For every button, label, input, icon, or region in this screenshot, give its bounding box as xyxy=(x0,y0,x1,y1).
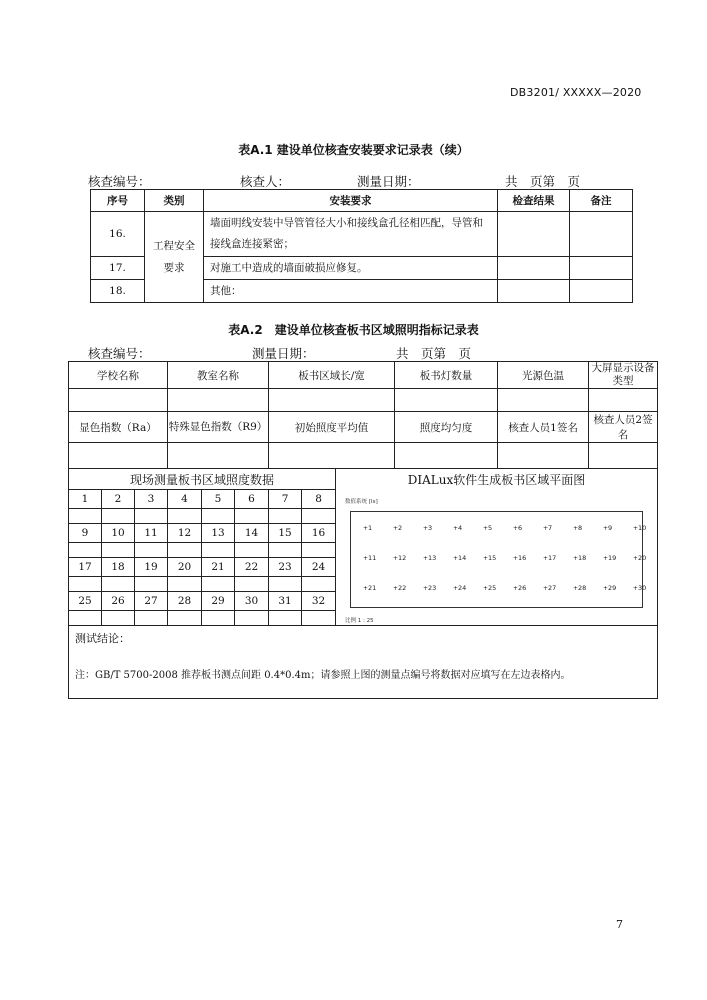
grid-value-cell xyxy=(269,577,302,592)
page-number: 7 xyxy=(616,918,623,931)
grid-value-cell xyxy=(168,577,202,592)
grid-value-cell xyxy=(168,543,202,558)
page-count-label: 共 页第 页 xyxy=(396,346,472,361)
value-cell xyxy=(589,443,658,469)
board-light-count-label: 板书灯数量 xyxy=(395,362,498,389)
plan-point-label: + 18 xyxy=(573,554,586,562)
section-header-row xyxy=(69,469,658,490)
plan-point-label: + 23 xyxy=(423,584,436,592)
grid-point-label: 19 xyxy=(135,558,168,577)
info-label-row xyxy=(69,412,658,443)
value-cell xyxy=(269,389,395,412)
document-code: DB3201/ XXXXX—2020 xyxy=(510,86,642,99)
grid-value-cell xyxy=(102,543,135,558)
value-cell xyxy=(589,389,658,412)
grid-point-label: 24 xyxy=(302,558,336,577)
grid-point-label: 22 xyxy=(235,558,269,577)
measure-date-label: 测量日期： xyxy=(252,346,315,361)
grid-point-label: 26 xyxy=(102,592,135,611)
grid-value-cell xyxy=(235,543,269,558)
grid-point-label: 21 xyxy=(202,558,235,577)
info-label-row xyxy=(69,362,658,389)
initial-illuminance-label: 初始照度平均值 xyxy=(269,412,395,443)
value-cell xyxy=(69,389,168,412)
plan-scale-label: 比例 1 : 25 xyxy=(345,618,374,624)
color-temperature-label: 光源色温 xyxy=(498,362,589,389)
requirement-cell: 其他： xyxy=(204,280,498,303)
plan-point-label: + 6 xyxy=(513,524,522,532)
grid-value-cell xyxy=(102,509,135,524)
grid-value-cell xyxy=(269,509,302,524)
grid-point-label: 8 xyxy=(302,490,336,509)
plan-point-label: + 13 xyxy=(423,554,436,562)
plan-point-label: + 9 xyxy=(603,524,612,532)
header-remark: 备注 xyxy=(570,190,633,212)
grid-point-label: 31 xyxy=(269,592,302,611)
conclusion-cell xyxy=(69,626,658,699)
grid-value-cell xyxy=(202,577,235,592)
grid-point-label: 32 xyxy=(302,592,336,611)
grid-point-label: 13 xyxy=(202,524,235,543)
grid-point-label: 9 xyxy=(69,524,102,543)
value-cell xyxy=(168,389,269,412)
conclusion-label: 测试结论： xyxy=(75,632,130,645)
grid-point-label: 10 xyxy=(102,524,135,543)
plan-point-label: + 24 xyxy=(453,584,466,592)
grid-value-cell xyxy=(202,611,235,626)
grid-point-label: 25 xyxy=(69,592,102,611)
grid-value-cell xyxy=(235,611,269,626)
grid-point-label: 23 xyxy=(269,558,302,577)
inspector-label: 核查人： xyxy=(240,174,291,189)
grid-point-label: 28 xyxy=(168,592,202,611)
grid-point-label: 29 xyxy=(202,592,235,611)
grid-value-cell xyxy=(135,611,168,626)
value-cell xyxy=(69,443,168,469)
inspector1-signature-label: 核查人员1签名 xyxy=(498,412,589,443)
value-cell xyxy=(168,443,269,469)
plan-value-system-label: 数值系统 [lx] xyxy=(345,499,378,505)
table-a1 xyxy=(90,189,633,303)
table-a1-title: 表A.1 建设单位核查安装要求记录表（续） xyxy=(238,143,469,157)
plan-point-label: + 4 xyxy=(453,524,462,532)
grid-point-label: 1 xyxy=(69,490,102,509)
plan-point-label: + 29 xyxy=(603,584,616,592)
ra-index-label: 显色指数（Ra） xyxy=(69,412,168,443)
check-number-label: 核查编号： xyxy=(88,346,151,361)
uniformity-label: 照度均匀度 xyxy=(395,412,498,443)
grid-point-label: 27 xyxy=(135,592,168,611)
grid-value-cell xyxy=(202,543,235,558)
table-a2-title: 表A.2 建设单位核查板书区域照明指标记录表 xyxy=(228,323,479,337)
plan-point-label: + 28 xyxy=(573,584,586,592)
plan-point-label: + 10 xyxy=(633,524,646,532)
grid-point-label: 12 xyxy=(168,524,202,543)
row-seq: 16. xyxy=(91,212,145,257)
page-count-label: 共 页第 页 xyxy=(505,174,581,189)
value-cell xyxy=(395,389,498,412)
grid-value-cell xyxy=(69,509,102,524)
plan-point-label: + 30 xyxy=(633,584,646,592)
display-device-type-label: 大屏显示设备类型 xyxy=(589,362,658,389)
plan-point-label: + 16 xyxy=(513,554,526,562)
grid-point-label: 18 xyxy=(102,558,135,577)
plan-point-label: + 8 xyxy=(573,524,582,532)
grid-value-cell xyxy=(235,577,269,592)
plan-point-label: + 5 xyxy=(483,524,492,532)
grid-point-label: 7 xyxy=(269,490,302,509)
grid-value-cell xyxy=(69,577,102,592)
grid-point-label: 30 xyxy=(235,592,269,611)
remark-cell xyxy=(570,212,633,257)
plan-point-label: + 14 xyxy=(453,554,466,562)
plan-point-label: + 27 xyxy=(543,584,556,592)
header-category: 类别 xyxy=(145,190,204,212)
measured-data-heading: 现场测量板书区域照度数据 xyxy=(69,469,336,490)
result-cell xyxy=(498,212,570,257)
grid-value-cell xyxy=(302,577,336,592)
grid-point-label: 15 xyxy=(269,524,302,543)
grid-point-label: 5 xyxy=(202,490,235,509)
classroom-name-label: 教室名称 xyxy=(168,362,269,389)
plan-point-label: + 11 xyxy=(363,554,376,562)
plan-point-label: + 7 xyxy=(543,524,552,532)
grid-point-label: 6 xyxy=(235,490,269,509)
value-cell xyxy=(395,443,498,469)
board-area-size-label: 板书区域长/宽 xyxy=(269,362,395,389)
grid-value-cell xyxy=(302,509,336,524)
grid-point-label: 20 xyxy=(168,558,202,577)
grid-value-cell xyxy=(202,509,235,524)
grid-value-cell xyxy=(69,543,102,558)
grid-value-cell xyxy=(235,509,269,524)
grid-value-cell xyxy=(69,611,102,626)
remark-cell xyxy=(570,257,633,280)
header-requirement: 安装要求 xyxy=(204,190,498,212)
plan-point-label: + 22 xyxy=(393,584,406,592)
plan-point-label: + 25 xyxy=(483,584,496,592)
plan-point-label: + 3 xyxy=(423,524,432,532)
row-seq: 17. xyxy=(91,257,145,280)
plan-point-label: + 1 xyxy=(363,524,372,532)
grid-point-label: 11 xyxy=(135,524,168,543)
plan-point-label: + 20 xyxy=(633,554,646,562)
result-cell xyxy=(498,280,570,303)
check-number-label: 核查编号： xyxy=(88,174,151,189)
grid-point-label: 16 xyxy=(302,524,336,543)
table-header-row xyxy=(91,190,633,212)
r9-index-label: 特殊显色指数（R9） xyxy=(168,412,269,443)
grid-point-label: 17 xyxy=(69,558,102,577)
plan-point-label: + 2 xyxy=(393,524,402,532)
plan-point-label: + 19 xyxy=(603,554,616,562)
table-row xyxy=(91,212,633,257)
grid-value-cell xyxy=(102,577,135,592)
value-cell xyxy=(498,443,589,469)
grid-value-cell xyxy=(102,611,135,626)
category-cell: 工程安全要求 xyxy=(145,212,204,303)
plan-point-label: + 21 xyxy=(363,584,376,592)
value-cell xyxy=(498,389,589,412)
grid-value-cell xyxy=(302,611,336,626)
requirement-cell: 墙面明线安装中导管管径大小和接线盒孔径相匹配，导管和 接线盒连接紧密； xyxy=(204,212,498,257)
row-seq: 18. xyxy=(91,280,145,303)
remark-cell xyxy=(570,280,633,303)
value-cell xyxy=(269,443,395,469)
grid-point-label: 14 xyxy=(235,524,269,543)
grid-point-label: 3 xyxy=(135,490,168,509)
grid-point-label: 4 xyxy=(168,490,202,509)
grid-value-cell xyxy=(302,543,336,558)
grid-value-cell xyxy=(269,611,302,626)
plan-point-label: + 26 xyxy=(513,584,526,592)
result-cell xyxy=(498,257,570,280)
grid-value-cell xyxy=(168,611,202,626)
grid-value-cell xyxy=(135,543,168,558)
conclusion-row xyxy=(69,626,658,699)
plan-point-label: + 17 xyxy=(543,554,556,562)
measure-date-label: 测量日期： xyxy=(357,174,420,189)
info-value-row xyxy=(69,389,658,412)
grid-value-cell xyxy=(135,509,168,524)
grid-value-cell xyxy=(168,509,202,524)
school-name-label: 学校名称 xyxy=(69,362,168,389)
plan-point-label: + 12 xyxy=(393,554,406,562)
grid-point-label: 2 xyxy=(102,490,135,509)
note-text: 注：GB/T 5700-2008 推荐板书测点间距 0.4*0.4m；请参照上图的测量点编号将数据对应填写在左边表格内。 xyxy=(75,670,571,681)
requirement-cell: 对施工中造成的墙面破损应修复。 xyxy=(204,257,498,280)
info-value-row xyxy=(69,443,658,469)
grid-value-cell xyxy=(135,577,168,592)
grid-value-cell xyxy=(269,543,302,558)
header-result: 检查结果 xyxy=(498,190,570,212)
header-seq: 序号 xyxy=(91,190,145,212)
inspector2-signature-label: 核查人员2签名 xyxy=(589,412,658,443)
dialux-plan-heading: DIALux软件生成板书区域平面图 xyxy=(407,473,586,487)
plan-point-label: + 15 xyxy=(483,554,496,562)
